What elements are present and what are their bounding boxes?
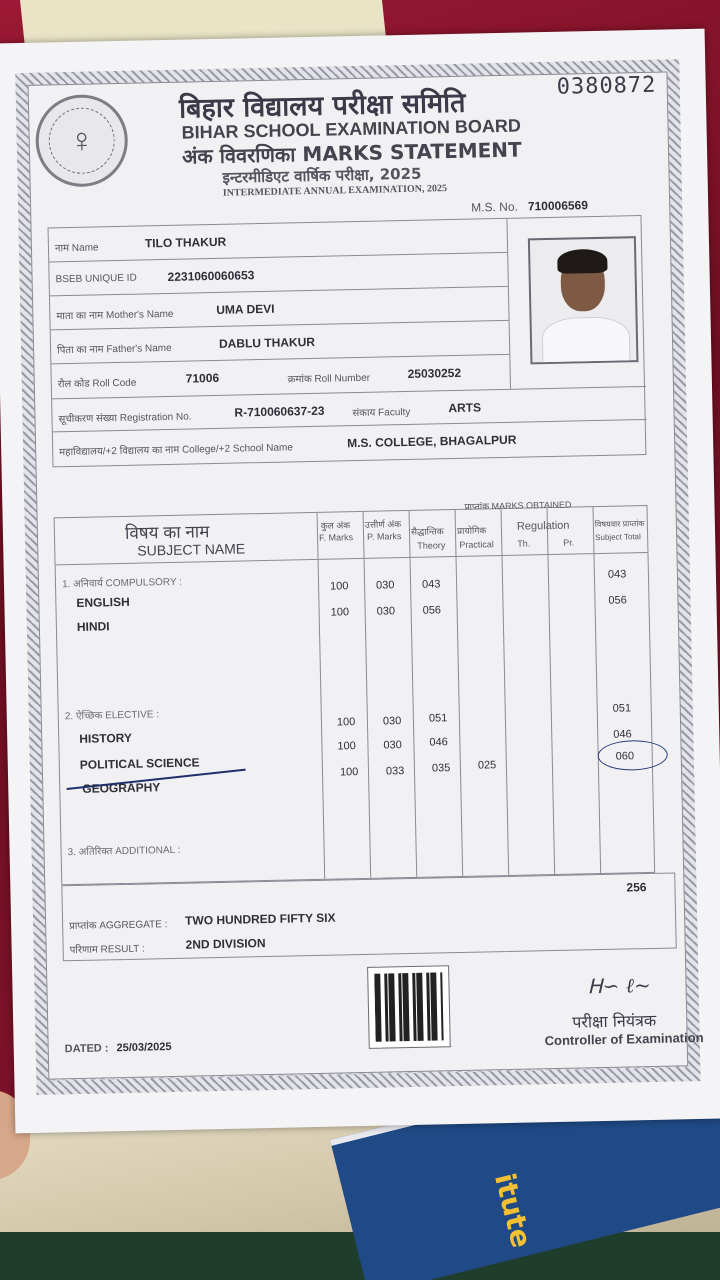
uid-label: BSEB UNIQUE ID — [55, 272, 137, 286]
faculty-label: संकाय Faculty — [352, 406, 411, 420]
qr-pattern — [374, 972, 443, 1041]
theory-marks: 035 — [431, 762, 451, 775]
regulation-header: Regulation — [516, 519, 570, 533]
marks-statement-document — [0, 29, 720, 1134]
father-name: DABLU THAKUR — [218, 334, 316, 351]
col-line — [317, 513, 326, 879]
result-label: परिणाम RESULT : — [69, 943, 145, 957]
photo-shirt — [542, 316, 631, 364]
faculty-value: ARTS — [448, 400, 482, 416]
serial-number: 0380872 — [556, 72, 657, 100]
pass-marks: 030 — [383, 739, 402, 752]
photo-hair — [557, 249, 607, 274]
student-photo — [528, 236, 639, 364]
registration-number: R-710060637-23 — [234, 403, 325, 420]
practical-header-hindi: प्रायोगिक — [456, 525, 487, 536]
col-line — [593, 507, 602, 873]
col-line — [455, 510, 464, 876]
subject-header-hindi: विषय का नाम — [124, 522, 210, 543]
col-line — [363, 512, 372, 878]
college-label: महाविद्यालय/+2 विद्यालय का नाम College/+2 School Name — [59, 442, 294, 459]
board-name-hindi: बिहार विद्यालय परीक्षा समिति — [178, 87, 466, 125]
board-emblem-icon — [35, 94, 129, 188]
pass-marks: 030 — [382, 715, 402, 728]
subject-name: HINDI — [76, 619, 110, 634]
father-label: पिता का नाम Father's Name — [56, 342, 172, 357]
uid-value: 2231060060653 — [167, 268, 255, 284]
subject-name: GEOGRAPHY — [82, 780, 161, 796]
theory-marks: 056 — [422, 604, 442, 617]
regulation-theory-header: Th. — [517, 538, 531, 549]
date-issued — [65, 1041, 172, 1055]
pass-marks: 033 — [385, 765, 405, 778]
practical-marks: 025 — [477, 759, 497, 772]
roll-code-label: रौल कोड Roll Code — [57, 377, 137, 391]
col-line — [409, 511, 418, 877]
full-marks: 100 — [339, 766, 359, 779]
student-info-table — [48, 215, 647, 467]
aggregate-section — [61, 872, 676, 961]
name-label: नाम Name — [54, 242, 99, 255]
theory-header: Theory — [417, 540, 446, 551]
student-name: TILO THAKUR — [144, 234, 227, 251]
ms-number-value: 710006569 — [527, 198, 589, 214]
subject-total: 043 — [607, 568, 627, 581]
controller-title: Controller of Examination — [544, 1029, 704, 1049]
col-line — [547, 508, 556, 874]
pass-marks-header: P. Marks — [366, 531, 402, 542]
pass-marks: 030 — [376, 605, 396, 618]
roll-number: 25030252 — [407, 365, 462, 381]
subject-total-header-hindi: विषयवार प्राप्तांक — [594, 519, 645, 530]
registration-label: सूचीकरण संख्या Registration No. — [58, 411, 192, 426]
roll-code: 71006 — [185, 370, 220, 386]
aggregate-label: प्राप्तांक AGGREGATE : — [69, 919, 168, 933]
theory-marks: 043 — [421, 578, 441, 591]
full-marks: 100 — [329, 580, 349, 593]
aggregate-total: 256 — [626, 880, 647, 895]
mother-name: UMA DEVI — [216, 301, 275, 317]
full-marks: 100 — [337, 740, 356, 753]
full-marks: 100 — [330, 606, 350, 619]
subject-header: SUBJECT NAME — [137, 540, 246, 559]
full-marks: 100 — [336, 716, 356, 729]
exam-name: INTERMEDIATE ANNUAL EXAMINATION, 2025 — [222, 183, 448, 199]
col-line — [501, 509, 510, 875]
controller-title-hindi: परीक्षा नियंत्रक — [572, 1010, 657, 1032]
theory-marks: 046 — [429, 736, 448, 749]
marks-obtained-header: प्राप्तांक MARKS OBTAINED — [464, 499, 572, 512]
photo-box — [506, 216, 646, 389]
subject-total: 051 — [612, 702, 632, 715]
roll-number-label: क्रमांक Roll Number — [287, 372, 371, 386]
qr-code — [367, 965, 451, 1049]
mother-label: माता का नाम Mother's Name — [56, 308, 174, 323]
exam-name-hindi: इन्टरमीडिएट वार्षिक परीक्षा, 2025 — [222, 164, 422, 187]
ms-number — [471, 198, 588, 214]
emblem-figure-icon: ♀ — [48, 107, 115, 174]
subject-total-header: Subject Total — [595, 532, 641, 543]
aggregate-words: TWO HUNDRED FIFTY SIX — [184, 910, 336, 928]
college-name: M.S. COLLEGE, BHAGALPUR — [346, 432, 517, 451]
subject-name: POLITICAL SCIENCE — [79, 755, 200, 772]
pass-marks: 030 — [375, 579, 395, 592]
full-marks-header-hindi: कुल अंक — [320, 520, 351, 531]
additional-group-label: 3. अतिरिक्त ADDITIONAL : — [67, 844, 181, 859]
subject-name: ENGLISH — [76, 594, 130, 610]
theory-header-hindi: सैद्धान्तिक — [410, 526, 444, 537]
subject-total: 056 — [608, 594, 627, 607]
elective-group-label: 2. ऐच्छिक ELECTIVE : — [64, 709, 160, 723]
result-value: 2ND DIVISION — [185, 936, 266, 952]
pen-circle-mark — [597, 740, 668, 771]
compulsory-group-label: 1. अनिवार्य COMPULSORY : — [61, 576, 183, 591]
subject-name: HISTORY — [79, 730, 133, 746]
marks-table — [54, 499, 656, 885]
subject-total: 060 — [615, 750, 635, 763]
statement-title: अंक विवरणिका MARKS STATEMENT — [181, 137, 522, 169]
regulation-practical-header: Pr. — [563, 537, 575, 548]
blue-book-text: itute — [487, 1170, 539, 1252]
pass-marks-header-hindi: उत्तीर्ण अंक — [364, 519, 402, 530]
dated-value: 25/03/2025 — [116, 1041, 172, 1055]
full-marks-header: F. Marks — [318, 532, 354, 543]
document-sheet — [28, 71, 704, 1079]
dated-label: DATED : — [64, 1042, 109, 1056]
board-name: BIHAR SCHOOL EXAMINATION BOARD — [181, 115, 522, 143]
ms-number-label: M.S. No. — [471, 199, 519, 215]
practical-header: Practical — [459, 539, 494, 550]
theory-marks: 051 — [428, 712, 448, 725]
subject-total: 046 — [613, 728, 632, 741]
controller-signature-icon: ᕼ∽ ℓ~ — [587, 973, 652, 999]
